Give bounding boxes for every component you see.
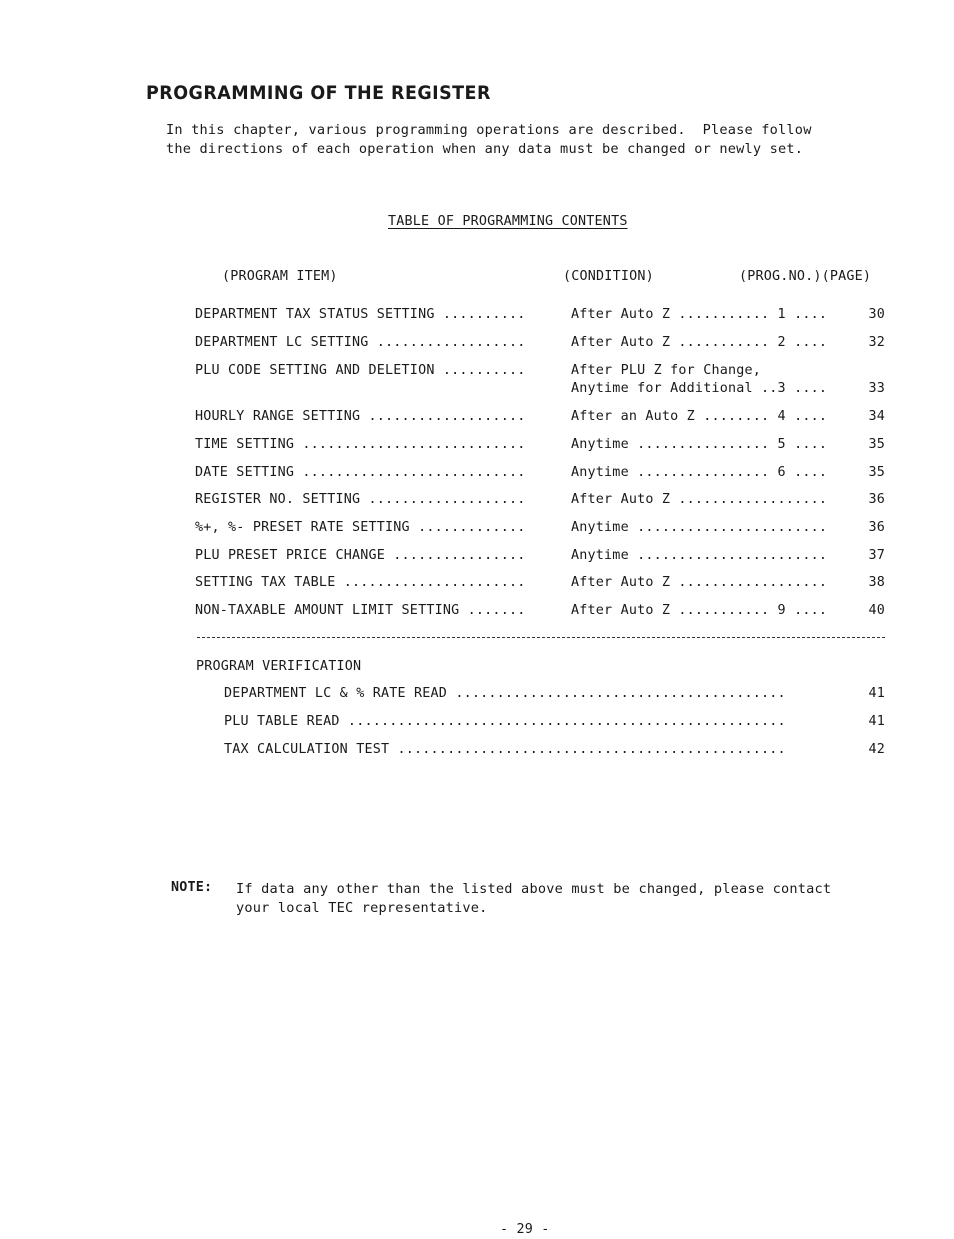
row-page: 38 — [868, 575, 885, 590]
verification-title: PROGRAM VERIFICATION — [196, 659, 362, 674]
row-page: 41 — [868, 686, 885, 701]
toc-row — [195, 603, 885, 623]
dashed-divider — [197, 637, 885, 638]
row-condition: Anytime ................ 6 .... — [571, 465, 828, 480]
toc-row — [195, 307, 885, 327]
toc-row — [195, 492, 885, 512]
row-item: PLU CODE SETTING AND DELETION .......... — [195, 363, 526, 378]
note-text — [236, 880, 831, 918]
toc-row — [195, 465, 885, 485]
row-item: PLU PRESET PRICE CHANGE ................ — [195, 548, 526, 563]
note-label: NOTE: — [171, 880, 213, 895]
verification-row — [224, 714, 885, 734]
toc-row — [195, 363, 885, 403]
row-page: 30 — [868, 307, 885, 322]
intro-paragraph — [166, 121, 812, 159]
row-item: DEPARTMENT TAX STATUS SETTING .......... — [195, 307, 526, 322]
row-item: NON-TAXABLE AMOUNT LIMIT SETTING ....... — [195, 603, 526, 618]
row-page: 33 — [868, 381, 885, 396]
header-prog-page: (PROG.NO.)(PAGE) — [739, 269, 872, 284]
row-condition: Anytime ................ 5 .... — [571, 437, 828, 452]
header-condition: (CONDITION) — [563, 269, 654, 284]
row-page: 42 — [868, 742, 885, 757]
row-page: 36 — [868, 520, 885, 535]
row-page: 41 — [868, 714, 885, 729]
row-item: TAX CALCULATION TEST ............................................... — [224, 742, 786, 757]
intro-line-1: In this chapter, various programming operations are described. Please follow — [166, 122, 812, 138]
row-condition-line-2: Anytime for Additional ..3 .... — [571, 381, 828, 396]
header-program-item: (PROGRAM ITEM) — [222, 269, 338, 284]
row-page: 32 — [868, 335, 885, 350]
row-condition: After Auto Z .................. — [571, 575, 828, 590]
row-item: SETTING TAX TABLE ...................... — [195, 575, 526, 590]
note-line-2: your local TEC representative. — [236, 900, 488, 916]
row-page: 36 — [868, 492, 885, 507]
row-item: TIME SETTING ........................... — [195, 437, 526, 452]
row-item: DEPARTMENT LC & % RATE READ ........................................ — [224, 686, 786, 701]
row-condition: After Auto Z ........... 2 .... — [571, 335, 828, 350]
row-condition: After Auto Z ........... 1 .... — [571, 307, 828, 322]
row-page: 35 — [868, 437, 885, 452]
row-page: 35 — [868, 465, 885, 480]
toc-row — [195, 335, 885, 355]
row-item: DATE SETTING ........................... — [195, 465, 526, 480]
row-condition: After PLU Z for Change, — [571, 363, 762, 378]
toc-row — [195, 548, 885, 568]
page-number: - 29 - — [500, 1222, 550, 1237]
toc-row — [195, 437, 885, 457]
toc-title: TABLE OF PROGRAMMING CONTENTS — [388, 214, 628, 229]
verification-row — [224, 686, 885, 706]
row-condition: After an Auto Z ........ 4 .... — [571, 409, 828, 424]
row-condition: After Auto Z .................. — [571, 492, 828, 507]
toc-row — [195, 520, 885, 540]
row-item: %+, %- PRESET RATE SETTING ............. — [195, 520, 526, 535]
toc-row — [195, 409, 885, 429]
row-page: 40 — [868, 603, 885, 618]
verification-row — [224, 742, 885, 762]
row-item: PLU TABLE READ ..................................................... — [224, 714, 786, 729]
row-item: REGISTER NO. SETTING ................... — [195, 492, 526, 507]
row-page: 34 — [868, 409, 885, 424]
page-title: PROGRAMMING OF THE REGISTER — [146, 82, 491, 104]
toc-row — [195, 575, 885, 595]
row-condition: Anytime ....................... — [571, 520, 828, 535]
row-condition: Anytime ....................... — [571, 548, 828, 563]
row-item: DEPARTMENT LC SETTING .................. — [195, 335, 526, 350]
note-line-1: If data any other than the listed above must be changed, please contact — [236, 881, 832, 897]
row-page: 37 — [868, 548, 885, 563]
row-condition: After Auto Z ........... 9 .... — [571, 603, 828, 618]
intro-line-2: the directions of each operation when any data must be changed or newly set. — [166, 141, 804, 157]
row-item: HOURLY RANGE SETTING ................... — [195, 409, 526, 424]
